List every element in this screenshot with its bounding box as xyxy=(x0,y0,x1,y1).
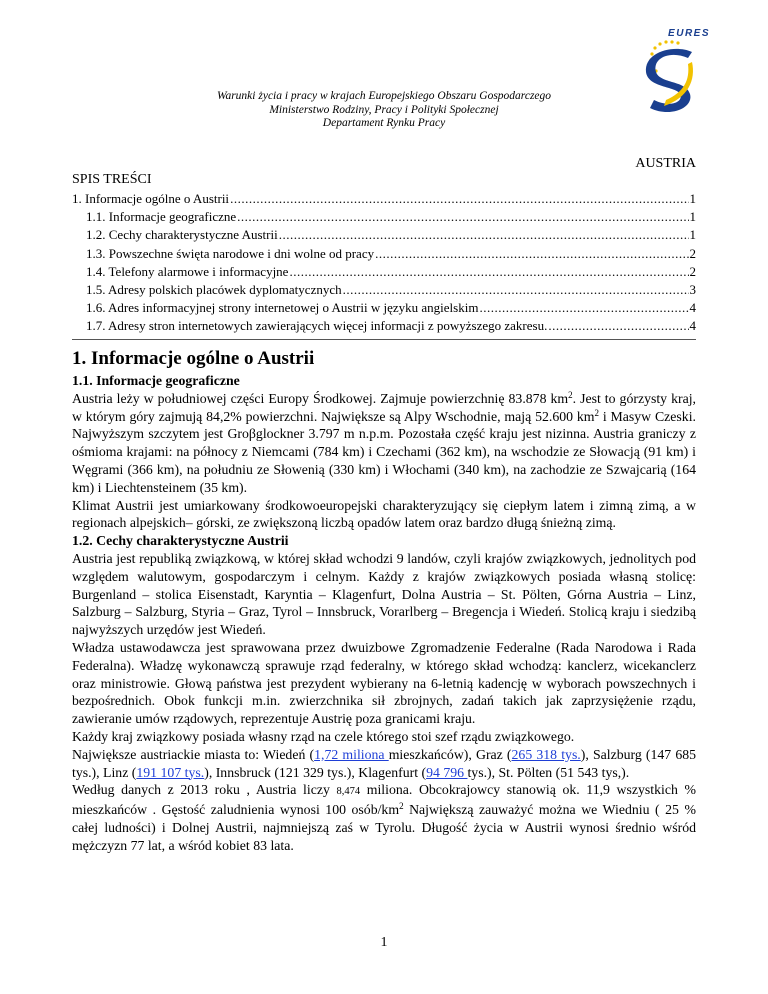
paragraph: Austria jest republiką związkową, w której skład wchodzi 9 landów, czyli krajów związkowych, jednolitych pod względem walutowym, gospodarczym i celnym. Każdy z krajów związkowych posiada własną stolicę: Burgenland – stolica Eisenstadt, Karyntia – Klagenfurt, Dolna Austria – St. Pölten, Górna Austria – Linz, Salzburg – Salzburg, Styria – Graz, Tyrol – Innsbruck, Vorarlberg – Bregencja i Wiedeń. Stolicą kraju i siedzibą najwyższych urzędów jest Wiedeń. xyxy=(72,550,696,638)
subsection-heading: 1.2. Cechy charakterystyczne Austrii xyxy=(72,533,289,549)
page-number: 1 xyxy=(380,935,388,950)
toc-leader xyxy=(279,226,689,244)
superscript: 2 xyxy=(399,801,404,812)
toc-item[interactable] xyxy=(72,208,696,226)
superscript: 2 xyxy=(568,389,573,400)
link-wien-population[interactable]: 1,72 miliona xyxy=(314,746,389,762)
paragraph: Każdy kraj związkowy posiada własny rząd na czele którego stoi szef rządu związkowego. xyxy=(72,728,575,744)
text-run: . Jest to górzysty kraj, w którym góry zajmują 84,2% powierzchni. Największe są Alpy Wschodnie, mają 52.600 km xyxy=(72,390,696,424)
toc-item[interactable] xyxy=(72,190,696,208)
text-run: Według danych z 2013 roku , Austria liczy xyxy=(72,782,337,798)
eures-logo-text: EURES xyxy=(668,28,710,39)
toc-leader xyxy=(230,190,688,208)
text-run: 8,474 xyxy=(336,786,361,798)
link-graz-population[interactable]: 265 318 tys. xyxy=(511,746,581,762)
text-run: tys.), St. Pölten (51 543 tys,). xyxy=(467,764,630,780)
text-run: Największą zauważyć można we Wiedniu ( 25 % całej ludności) i Dolnej Austrii, najmniejszą zaś w Tyrolu. Długość życia w Austrii wynosi średnio wśród mężczyzn 77 lat, a wśród kobiet 83 lata. xyxy=(72,802,696,853)
toc-leader xyxy=(343,281,689,299)
text-run: mieszkańców), Graz ( xyxy=(388,746,512,762)
toc-item[interactable] xyxy=(72,281,696,299)
paragraph xyxy=(72,746,696,782)
toc-item[interactable] xyxy=(72,299,696,317)
text-run: Austria leży w południowej części Europy Środkowej. Zajmuje powierzchnię 83.878 km xyxy=(72,390,569,406)
toc-leader xyxy=(479,299,688,317)
toc-item-label: 1.2. Cechy charakterystyczne Austrii xyxy=(86,227,278,243)
toc-item-label: 1.7. Adresy stron internetowych zawierających więcej informacji z powyższego zakresu. xyxy=(86,318,548,334)
link-linz-population[interactable]: 191 107 tys. xyxy=(136,764,205,780)
country-label: AUSTRIA xyxy=(635,156,696,171)
toc-item-label: 1.5. Adresy polskich placówek dyplomatycznych xyxy=(86,282,342,298)
text-run: ), Salzburg (147 685 tys.), Linz ( xyxy=(72,746,697,780)
paragraph: Klimat Austrii jest umiarkowany środkowoeuropejski charakteryzujący się ciepłym latem i zimną zimą, a w regionach alpejskich– górski, ze zwiększoną liczbą opadów latem oraz bardzo długą śnieżną zimą. xyxy=(72,497,696,531)
subsection-heading: 1.1. Informacje geograficzne xyxy=(72,373,240,388)
toc-item-label: 1.4. Telefony alarmowe i informacyjne xyxy=(86,263,289,279)
toc-item[interactable] xyxy=(72,245,696,263)
toc-item-page: 2 xyxy=(689,263,696,279)
toc-item-label: 1.1. Informacje geograficzne xyxy=(86,209,237,225)
text-run: Największe austriackie miasta to: Wiedeń ( xyxy=(72,746,315,762)
section-body xyxy=(72,372,696,855)
paragraph xyxy=(72,390,696,497)
paragraph: Władza ustawodawcza jest sprawowana przez dwuizbowe Zgromadzenie Federalne (Rada Narodowa i Rada Federalna). Władzę wykonawczą sprawuje rząd federalny, w którego skład wchodzą: kanclerz, wicekanclerz oraz ministrowie. Głową państwa jest prezydent wybierany na 6-letnią kadencję w wyborach powszechnych i bezpośrednich. Obok funkcji m.in. zwierzchnika sił zbrojnych, zadań takich jak zaprzysiężenie rządu, zawieranie umów rządowych, reprezentuje Austrię poza granicami kraju. xyxy=(72,639,696,727)
text-run: miliona. Obcokrajowcy stanowią ok. 11,9 wszystkich % mieszkańców . Gęstość zaludnienia wynosi 100 osób/km xyxy=(72,782,696,818)
toc-item-page: 2 xyxy=(689,245,696,261)
toc-item-page: 3 xyxy=(689,282,696,298)
header-line-2: Ministerstwo Rodziny, Pracy i Polityki Społecznej xyxy=(269,103,499,116)
toc-item-page: 4 xyxy=(689,318,696,334)
toc-leader xyxy=(237,208,688,226)
section-heading: 1. Informacje ogólne o Austrii xyxy=(72,348,315,369)
toc-item-label: 1.6. Adres informacyjnej strony internetowej o Austrii w języku angielskim xyxy=(86,300,479,316)
toc-item[interactable] xyxy=(72,263,696,281)
text-run: i Masyw Czeski. Najwyższym szczytem jest Groβglockner 3.797 m n.p.m. Pozostała część kraju jest nizinna. Austria graniczy z ośmioma krajami: na północy z Niemcami (784 km) i Czechami (362 km), na wschodzie ze Słowacją (91 km) i Węgrami (366 km), na południu ze Słowenią (330 km) i Włochami (340 km), na zachodzie ze Szwajcarią (164 km) i Liechtensteinem (35 km). xyxy=(72,408,696,495)
toc-item[interactable] xyxy=(72,226,696,244)
toc-leader xyxy=(375,245,688,263)
toc-leader xyxy=(289,263,688,281)
toc-item-page: 1 xyxy=(689,191,696,206)
header-line-3: Departament Rynku Pracy xyxy=(322,117,446,129)
table-of-contents xyxy=(72,190,696,336)
superscript: 2 xyxy=(594,407,599,418)
toc-item-page: 4 xyxy=(689,300,696,316)
link-klagenfurt-population[interactable]: 94 796 xyxy=(426,764,468,780)
toc-item-label: 1. Informacje ogólne o Austrii xyxy=(72,191,230,206)
toc-item[interactable] xyxy=(72,317,696,335)
toc-title: SPIS TREŚCI xyxy=(72,172,152,187)
toc-item-page: 1 xyxy=(689,227,696,243)
toc-item-label: 1.3. Powszechne święta narodowe i dni wolne od pracy xyxy=(86,245,375,261)
text-run: ), Innsbruck (121 329 tys.), Klagenfurt ( xyxy=(204,764,427,780)
toc-leader xyxy=(548,317,688,335)
divider xyxy=(72,339,696,340)
document-header xyxy=(0,90,768,131)
paragraph xyxy=(72,781,696,854)
header-line-1: Warunki życia i pracy w krajach Europejskiego Obszaru Gospodarczego xyxy=(216,90,552,102)
toc-item-page: 1 xyxy=(689,209,696,225)
